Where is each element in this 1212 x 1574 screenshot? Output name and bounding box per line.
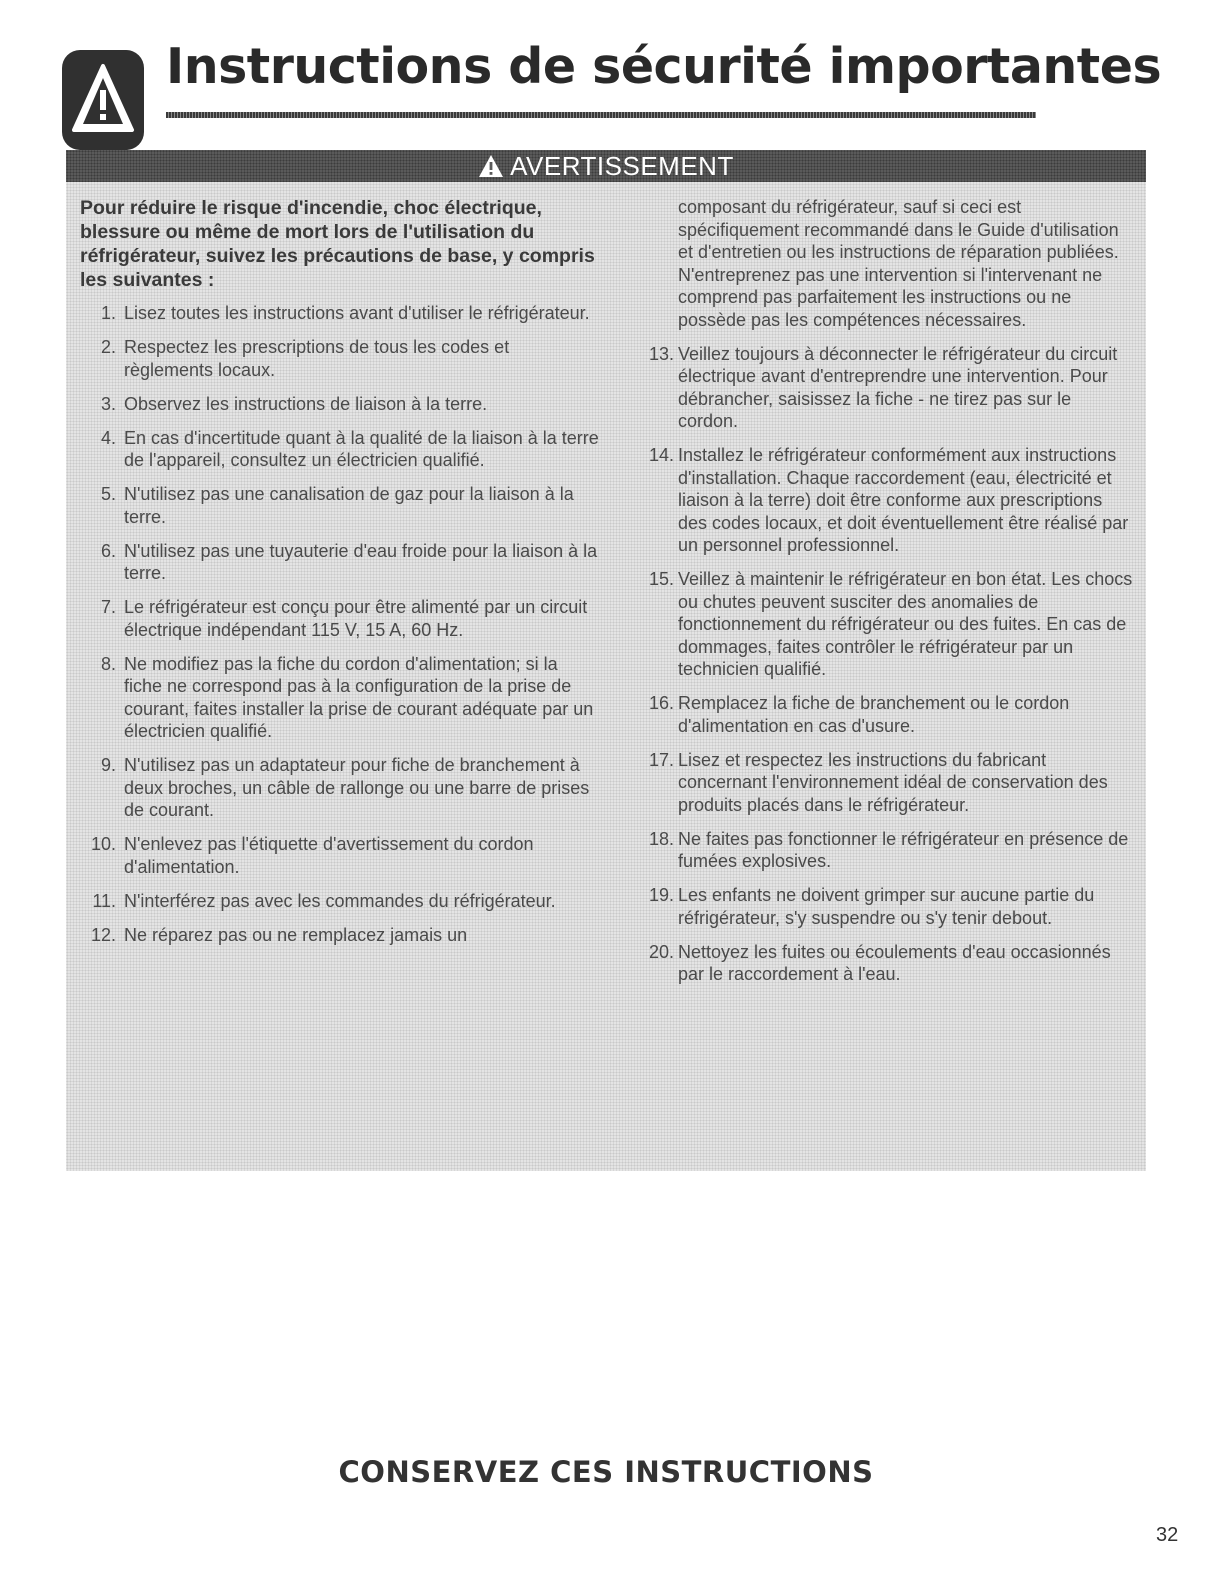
- page-header: [62, 28, 1162, 128]
- list-item-number: 12.: [90, 924, 116, 945]
- list-item: [80, 427, 600, 472]
- list-item: [634, 941, 1134, 986]
- list-item-number: 14.: [648, 445, 674, 465]
- list-item: [80, 833, 600, 878]
- warning-left-column: [80, 196, 600, 958]
- list-item-text: Lisez et respectez les instructions du fabricant concernant l'environnement idéal de conservation des produits placés dans le réfrigérateur.: [678, 749, 1108, 815]
- warning-box: [66, 150, 1146, 1171]
- list-item: [80, 653, 600, 743]
- list-item: [634, 828, 1134, 873]
- list-item: [80, 393, 600, 416]
- list-item: [80, 754, 600, 822]
- list-item: [80, 302, 600, 325]
- list-item: [80, 483, 600, 528]
- list-item-number: 2.: [100, 337, 116, 357]
- list-item-number: 20.: [648, 941, 674, 962]
- list-item: [80, 890, 600, 913]
- warning-banner: [66, 150, 1146, 182]
- list-item: [634, 884, 1134, 929]
- list-item-text: Observez les instructions de liaison à la terre.: [124, 393, 488, 414]
- list-item: [634, 749, 1134, 817]
- list-item: [634, 568, 1134, 681]
- list-item-text: Ne faites pas fonctionner le réfrigérateur en présence de fumées explosives.: [678, 828, 1129, 871]
- list-item-text: Les enfants ne doivent grimper sur aucune partie du réfrigérateur, s'y suspendre ou s'y tenir debout.: [678, 885, 1095, 928]
- list-item-text: Le réfrigérateur est conçu pour être alimenté par un circuit électrique indépendant 115 V, 15 A, 60 Hz.: [124, 597, 588, 640]
- list-item-text: Lisez toutes les instructions avant d'utiliser le réfrigérateur.: [124, 303, 590, 323]
- list-item-number: 18.: [648, 828, 674, 849]
- list-item: [80, 336, 600, 381]
- list-item-text: Ne réparez pas ou ne remplacez jamais un: [124, 924, 468, 945]
- list-item-number: 1.: [100, 303, 116, 323]
- list-item-text: N'utilisez pas une canalisation de gaz pour la liaison à la terre.: [124, 484, 574, 527]
- list-item-number: 19.: [648, 885, 674, 905]
- list-item-number: 5.: [100, 484, 116, 504]
- list-item-number: 4.: [100, 427, 116, 448]
- list-item-text: Respectez les prescriptions de tous les codes et règlements locaux.: [124, 337, 510, 380]
- footer-title: CONSERVEZ CES INSTRUCTIONS: [338, 1455, 874, 1489]
- list-item-text: Nettoyez les fuites ou écoulements d'eau occasionnés par le raccordement à l'eau.: [678, 941, 1111, 984]
- list-item: [634, 343, 1134, 433]
- page-title: Instructions de sécurité importantes: [166, 38, 1162, 95]
- list-item: [634, 444, 1134, 557]
- list-item-number: 16.: [648, 693, 674, 713]
- list-item: [80, 924, 600, 947]
- list-item-text: N'utilisez pas une tuyauterie d'eau froide pour la liaison à la terre.: [124, 540, 598, 583]
- list-item-number: 3.: [100, 393, 116, 414]
- list-item-number: 15.: [648, 569, 674, 589]
- list-item-number: 8.: [100, 653, 116, 674]
- list-item-number: 10.: [90, 834, 116, 854]
- list-item-text: Veillez toujours à déconnecter le réfrigérateur du circuit électrique avant d'entreprendre une intervention. Pour débrancher, saisissez la fiche - ne tirez pas sur le cordon.: [678, 343, 1118, 431]
- list-item-number: 11.: [92, 890, 116, 911]
- list-item: [634, 692, 1134, 737]
- list-item-text: En cas d'incertitude quant à la qualité de la liaison à la terre de l'appareil, consultez un électricien qualifié.: [124, 427, 599, 470]
- list-item-text: Installez le réfrigérateur conformément aux instructions d'installation. Chaque raccordement (eau, électricité et liaison à la terre) doit être conforme aux prescriptions des codes locaux, et doit éventuellement être réalisé par un personnel professionnel.: [678, 445, 1129, 555]
- list-item-number: 6.: [100, 540, 116, 561]
- list-item-number: 9.: [100, 755, 116, 775]
- warning-triangle-icon: [62, 50, 144, 150]
- page-number: 32: [1156, 1524, 1179, 1546]
- list-item-text: Veillez à maintenir le réfrigérateur en bon état. Les chocs ou chutes peuvent susciter des anomalies de fonctionnement du réfrigérateur ou des fuites. En cas de dommages, faites contrôler le réfrigérateur par un technicien qualifié.: [678, 569, 1133, 679]
- warning-list-right: [634, 343, 1134, 986]
- list-item-continuation: composant du réfrigérateur, sauf si ceci est spécifiquement recommandé dans le Guide d'utilisation et d'entretien ou les instructions de réparation publiées. N'entreprenez pas une intervention si l'intervenant ne comprend pas parfaitement les instructions ou ne possède pas les compétences nécessaires.: [678, 197, 1119, 330]
- list-item-text: N'enlevez pas l'étiquette d'avertissement du cordon d'alimentation.: [124, 834, 534, 877]
- list-item-number: 17.: [648, 749, 674, 770]
- list-item-text: N'utilisez pas un adaptateur pour fiche de branchement à deux broches, un câble de rallonge ou une barre de prises de courant.: [124, 755, 590, 820]
- list-item-number: 7.: [100, 597, 116, 617]
- warning-right-column: [634, 196, 1134, 997]
- warning-banner-label: AVERTISSEMENT: [510, 150, 734, 181]
- list-item-text: N'interférez pas avec les commandes du réfrigérateur.: [124, 890, 556, 911]
- warning-list-left: [80, 302, 600, 946]
- list-item: [80, 540, 600, 585]
- list-item-text: Ne modifiez pas la fiche du cordon d'alimentation; si la fiche ne correspond pas à la configuration de la prise de courant, faites installer la prise de courant adéquate par un électricien qualifié.: [124, 653, 594, 741]
- title-underline: [166, 112, 1036, 118]
- warning-intro: Pour réduire le risque d'incendie, choc électrique, blessure ou même de mort lors de l'utilisation du réfrigérateur, suivez les précautions de base, y compris les suivantes :: [80, 197, 595, 291]
- list-item: [80, 596, 600, 641]
- warning-triangle-icon: [478, 154, 504, 178]
- list-item-text: Remplacez la fiche de branchement ou le cordon d'alimentation en cas d'usure.: [678, 693, 1070, 736]
- list-item-number: 13.: [648, 343, 674, 364]
